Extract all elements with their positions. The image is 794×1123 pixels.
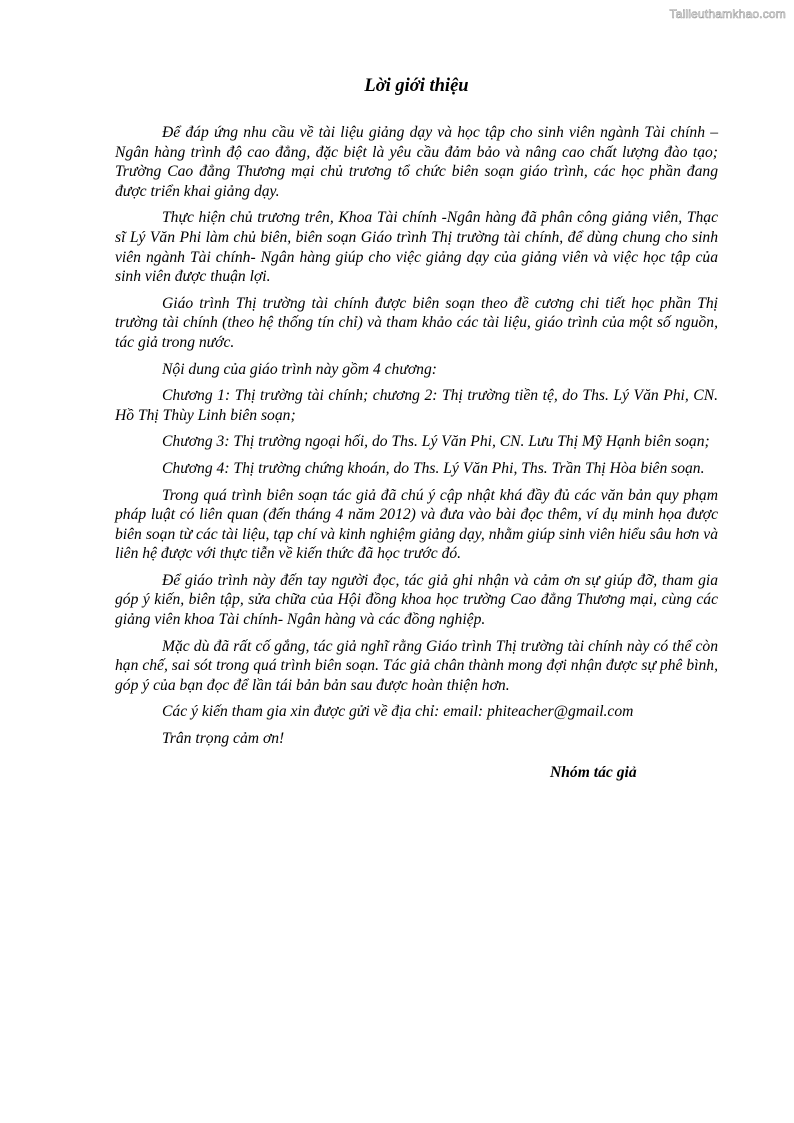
paragraph-closing: Trân trọng cảm ơn!: [162, 730, 285, 748]
paragraph-contact-email: Các ý kiến tham gia xin được gửi về địa chỉ: email: phiteacher@gmail.com: [162, 703, 634, 721]
paragraph-basis: Giáo trình Thị trường tài chính được biên soạn theo đề cương chi tiết học phần Thị trường tài chính (theo hệ thống tín chỉ) và tham khảo các tài liệu, giáo trình của một số nguồn, tác giả trong nước.: [115, 294, 718, 351]
paragraph-feedback-request: Mặc dù đã rất cố gắng, tác giả nghĩ rằng Giáo trình Thị trường tài chính này có thể còn hạn chế, sai sót trong quá trình biên soạn. Tác giả chân thành mong đợi nhận được sự phê bình, góp ý của bạn đọc để lần tái bản bản sau được hoàn thiện hơn.: [115, 637, 718, 694]
paragraph-chapter-4: Chương 4: Thị trường chứng khoán, do Ths. Lý Văn Phi, Ths. Trần Thị Hòa biên soạn.: [162, 459, 705, 477]
page-title: Lời giới thiệu: [364, 76, 469, 96]
paragraph-assignment: Thực hiện chủ trương trên, Khoa Tài chính -Ngân hàng đã phân công giảng viên, Thạc sĩ Lý Văn Phi làm chủ biên, biên soạn Giáo trình Thị trường tài chính, để dùng chung cho sinh viên ngành Tài chính- Ngân hàng giúp cho việc giảng dạy của giảng viên và việc học tập của sinh viên được thuận lợi.: [115, 209, 718, 286]
paragraph-acknowledgement: Để giáo trình này đến tay người đọc, tác giả ghi nhận và cảm ơn sự giúp đỡ, tham gia góp ý kiến, biên tập, sửa chữa của Hội đồng khoa học trường Cao đẳng Thương mại, cùng các giảng viên khoa Tài chính- Ngân hàng và các đồng nghiệp.: [115, 571, 718, 629]
paragraph-contents-intro: Nội dung của giáo trình này gồm 4 chương:: [162, 360, 437, 378]
watermark-text: Tailieuthamkhao.com: [669, 7, 786, 21]
document-body: [115, 76, 718, 783]
paragraph-update-note: Trong quá trình biên soạn tác giả đã chú ý cập nhật khá đầy đủ các văn bản quy phạm pháp luật có liên quan (đến tháng 4 năm 2012) và đưa vào bài đọc thêm, ví dụ minh họa được biên soạn từ các tài liệu, tạp chí và kinh nghiệm giảng dạy, nhằm giúp sinh viên hiểu sâu hơn và liên hệ được với thực tiễn về kiến thức đã học trước đó.: [115, 486, 718, 563]
paragraph-intro: Để đáp ứng nhu cầu về tài liệu giảng dạy và học tập cho sinh viên ngành Tài chính – Ngân hàng trình độ cao đẳng, đặc biệt là yêu cầu đảm bảo và nâng cao chất lượng đào tạo; Trường Cao đẳng Thương mại chủ trương tổ chức biên soạn giáo trình, các học phần đang được triển khai giảng dạy.: [115, 124, 718, 200]
signature: Nhóm tác giả: [550, 763, 637, 781]
paragraph-chapter-3: Chương 3: Thị trường ngoại hối, do Ths. Lý Văn Phi, CN. Lưu Thị Mỹ Hạnh biên soạn;: [162, 433, 710, 451]
paragraph-chapter-1-2: Chương 1: Thị trường tài chính; chương 2: Thị trường tiền tệ, do Ths. Lý Văn Phi, CN. Hồ Thị Thùy Linh biên soạn;: [115, 387, 718, 424]
